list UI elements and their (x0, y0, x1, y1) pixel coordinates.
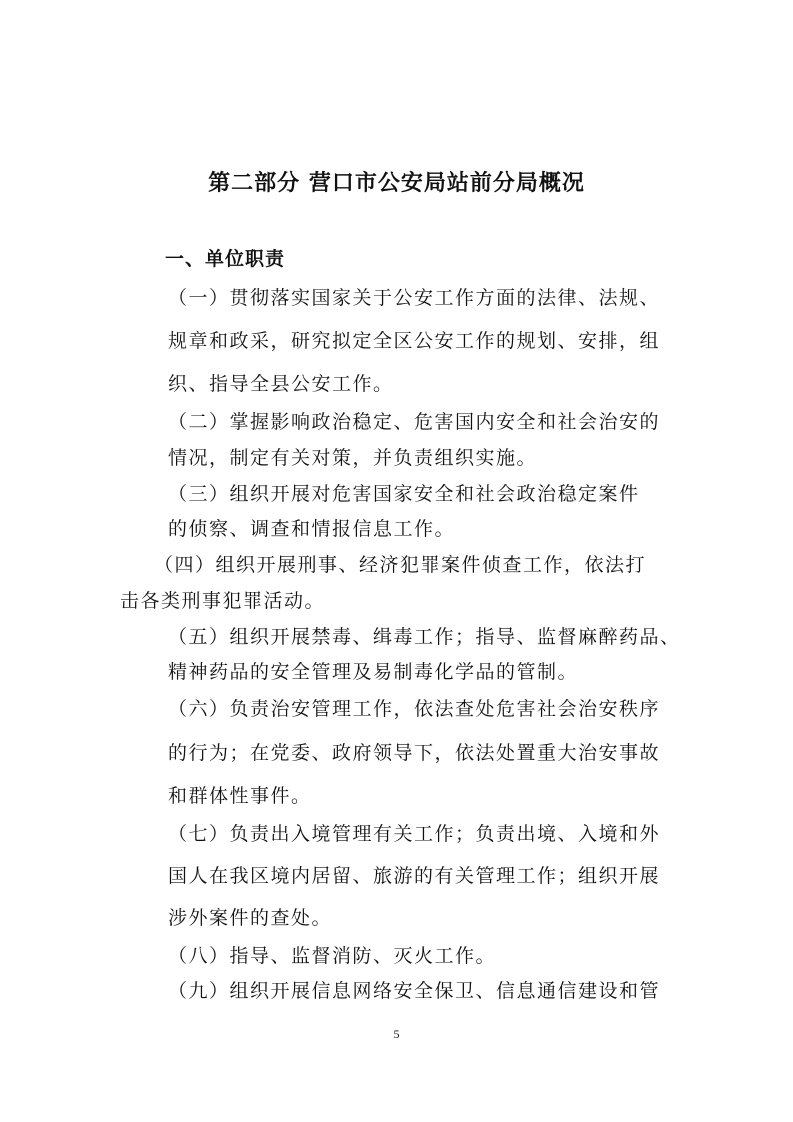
body-line: （五）组织开展禁毒、缉毒工作；指导、监督麻醉药品、 (168, 626, 681, 648)
body-line: 和群体性事件。 (168, 785, 312, 807)
body-line: （六）负责治安管理工作，依法查处危害社会治安秩序 (168, 698, 661, 720)
body-line: 的行为；在党委、政府领导下，依法处置重大治安事故 (168, 742, 661, 764)
page-number: 5 (393, 1027, 400, 1041)
page-title: 第二部分 营口市公安局站前分局概况 (208, 171, 585, 196)
body-line: 国人在我区境内居留、旅游的有关管理工作；组织开展 (168, 865, 661, 887)
body-line: 织、指导全县公安工作。 (168, 373, 394, 395)
section-heading: 一、单位职责 (165, 248, 286, 270)
body-line: 的侦察、调查和情报信息工作。 (168, 518, 456, 540)
body-line: 涉外案件的查处。 (168, 907, 333, 929)
body-line: （二）掌握影响政治稳定、危害国内安全和社会治安的 (168, 411, 661, 433)
body-line: 规章和政采，研究拟定全区公安工作的规划、安排，组 (168, 330, 661, 352)
body-line: 击各类刑事犯罪活动。 (120, 590, 326, 612)
body-line: （七）负责出入境管理有关工作；负责出境、入境和外 (168, 823, 661, 845)
body-line: （一）贯彻落实国家关于公安工作方面的法律、法规、 (168, 287, 661, 309)
body-line: （九）组织开展信息网络安全保卫、信息通信建设和管 (168, 980, 661, 1002)
body-line: 精神药品的安全管理及易制毒化学品的管制。 (168, 661, 579, 683)
body-line: （三）组织开展对危害国家安全和社会政治稳定案件 (168, 483, 640, 505)
body-line: （八）指导、监督消防、灭火工作。 (168, 945, 497, 967)
body-line: （四）组织开展刑事、经济犯罪案件侦查工作，依法打 (154, 554, 647, 576)
body-line: 情况，制定有关对策，并负责组织实施。 (168, 447, 538, 469)
